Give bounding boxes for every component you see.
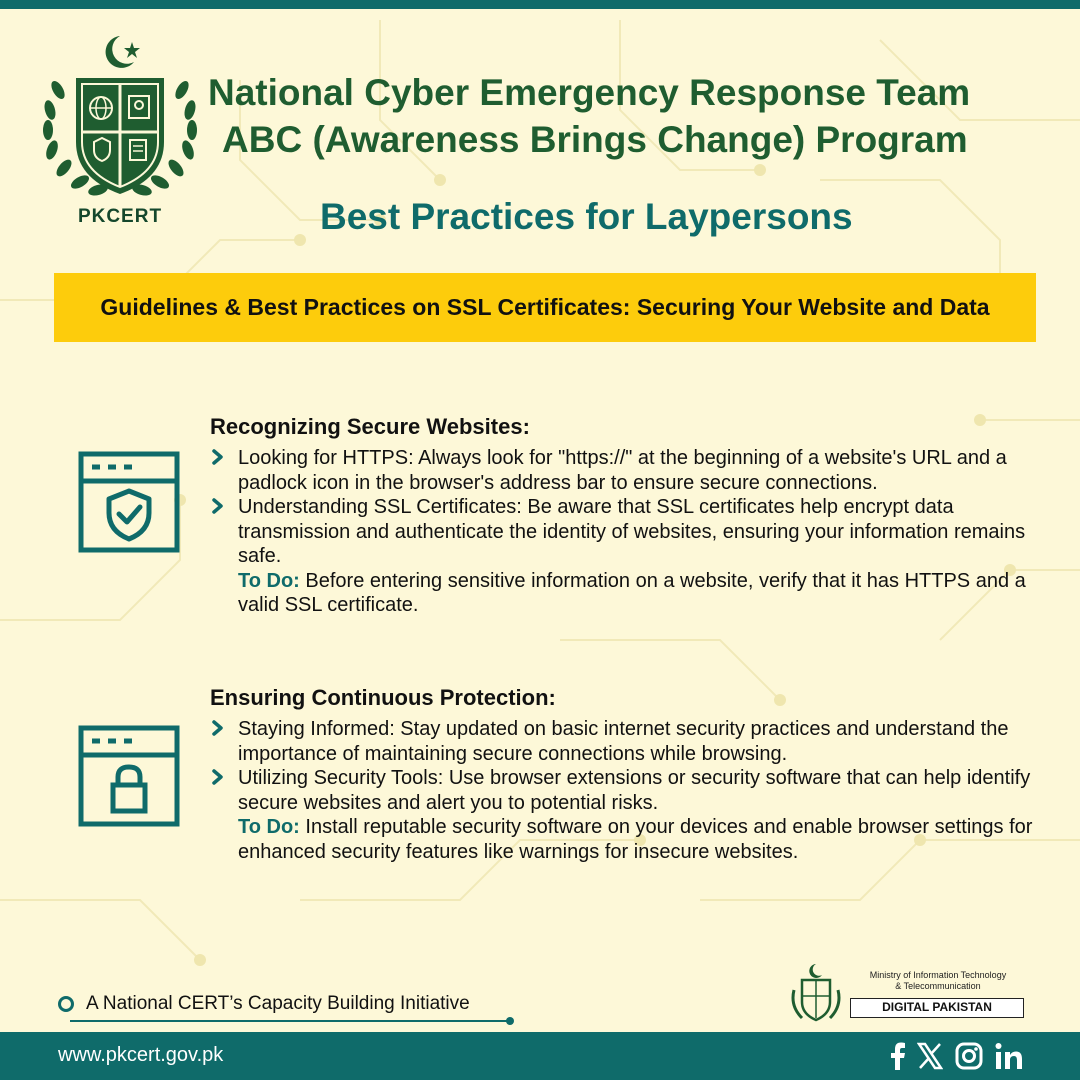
todo-note <box>210 815 1050 864</box>
facebook-icon[interactable] <box>889 1042 907 1070</box>
digital-pakistan-label: DIGITAL PAKISTAN <box>850 998 1024 1018</box>
section-items <box>210 446 1050 618</box>
page-subtitle: Best Practices for Laypersons <box>320 196 853 237</box>
ministry-logo <box>788 962 1038 1026</box>
list-item-text: Looking for HTTPS: Always look for "https://" at the beginning of a website's URL and a padlock icon in the browser's address bar to ensure secure connections. <box>238 447 1007 494</box>
list-item-text: Understanding SSL Certificates: Be aware that SSL certificates help encrypt data transmission and authenticate the identity of websites, ensuring your information remains safe. <box>238 496 1026 567</box>
footer-bar <box>0 1032 1080 1080</box>
top-accent-bar <box>0 0 1080 9</box>
tagline-text: A National CERT’s Capacity Building Initiative <box>86 993 470 1014</box>
list-item <box>210 446 1050 495</box>
list-item <box>210 717 1050 766</box>
ministry-line1: Ministry of Information Technology <box>869 970 1007 980</box>
todo-label: To Do: <box>238 816 300 838</box>
logo-caption: PKCERT <box>77 206 163 227</box>
section-heading: Recognizing Secure Websites: <box>210 414 530 439</box>
website-link[interactable]: www.pkcert.gov.pk <box>58 1044 224 1066</box>
chevron-right-icon <box>210 766 226 788</box>
list-item-text: Utilizing Security Tools: Use browser extensions or security software that can help identify secure websites and alert you to potential risks. <box>238 767 1031 814</box>
program-title: ABC (Awareness Brings Change) Program <box>222 119 968 160</box>
topic-banner <box>54 273 1036 342</box>
pkcert-logo <box>36 30 204 230</box>
list-item <box>210 495 1050 569</box>
list-item-text: Staying Informed: Stay updated on basic internet security practices and understand the importance of maintaining secure connections while browsing. <box>238 718 1009 765</box>
pkcert-crest-icon <box>36 30 204 210</box>
state-emblem-icon <box>788 962 844 1024</box>
chevron-right-icon <box>210 446 226 468</box>
chevron-right-icon <box>210 717 226 739</box>
instagram-icon[interactable] <box>955 1042 983 1070</box>
footer-tagline <box>58 993 470 1015</box>
linkedin-icon[interactable] <box>994 1042 1024 1070</box>
browser-shield-check-icon <box>78 451 180 553</box>
todo-note <box>210 569 1050 618</box>
ministry-line2: & Telecommunication <box>895 981 981 991</box>
todo-text: Before entering sensitive information on a website, verify that it has HTTPS and a valid SSL certificate. <box>238 569 1026 616</box>
banner-text: Guidelines & Best Practices on SSL Certificates: Securing Your Website and Data <box>100 294 990 320</box>
ministry-name <box>848 970 1028 992</box>
todo-text: Install reputable security software on your devices and enable browser settings for enhanced security features like warnings for insecure websites. <box>238 816 1033 863</box>
x-icon[interactable] <box>917 1042 943 1070</box>
todo-label: To Do: <box>238 569 300 592</box>
list-item <box>210 766 1050 815</box>
chevron-right-icon <box>210 495 226 517</box>
browser-padlock-icon <box>78 725 180 827</box>
page-title: National Cyber Emergency Response Team <box>208 72 971 113</box>
section-heading: Ensuring Continuous Protection: <box>210 685 556 710</box>
tagline-underline <box>70 1020 510 1022</box>
section-items <box>210 717 1050 864</box>
tagline-dot-icon <box>58 996 74 1012</box>
